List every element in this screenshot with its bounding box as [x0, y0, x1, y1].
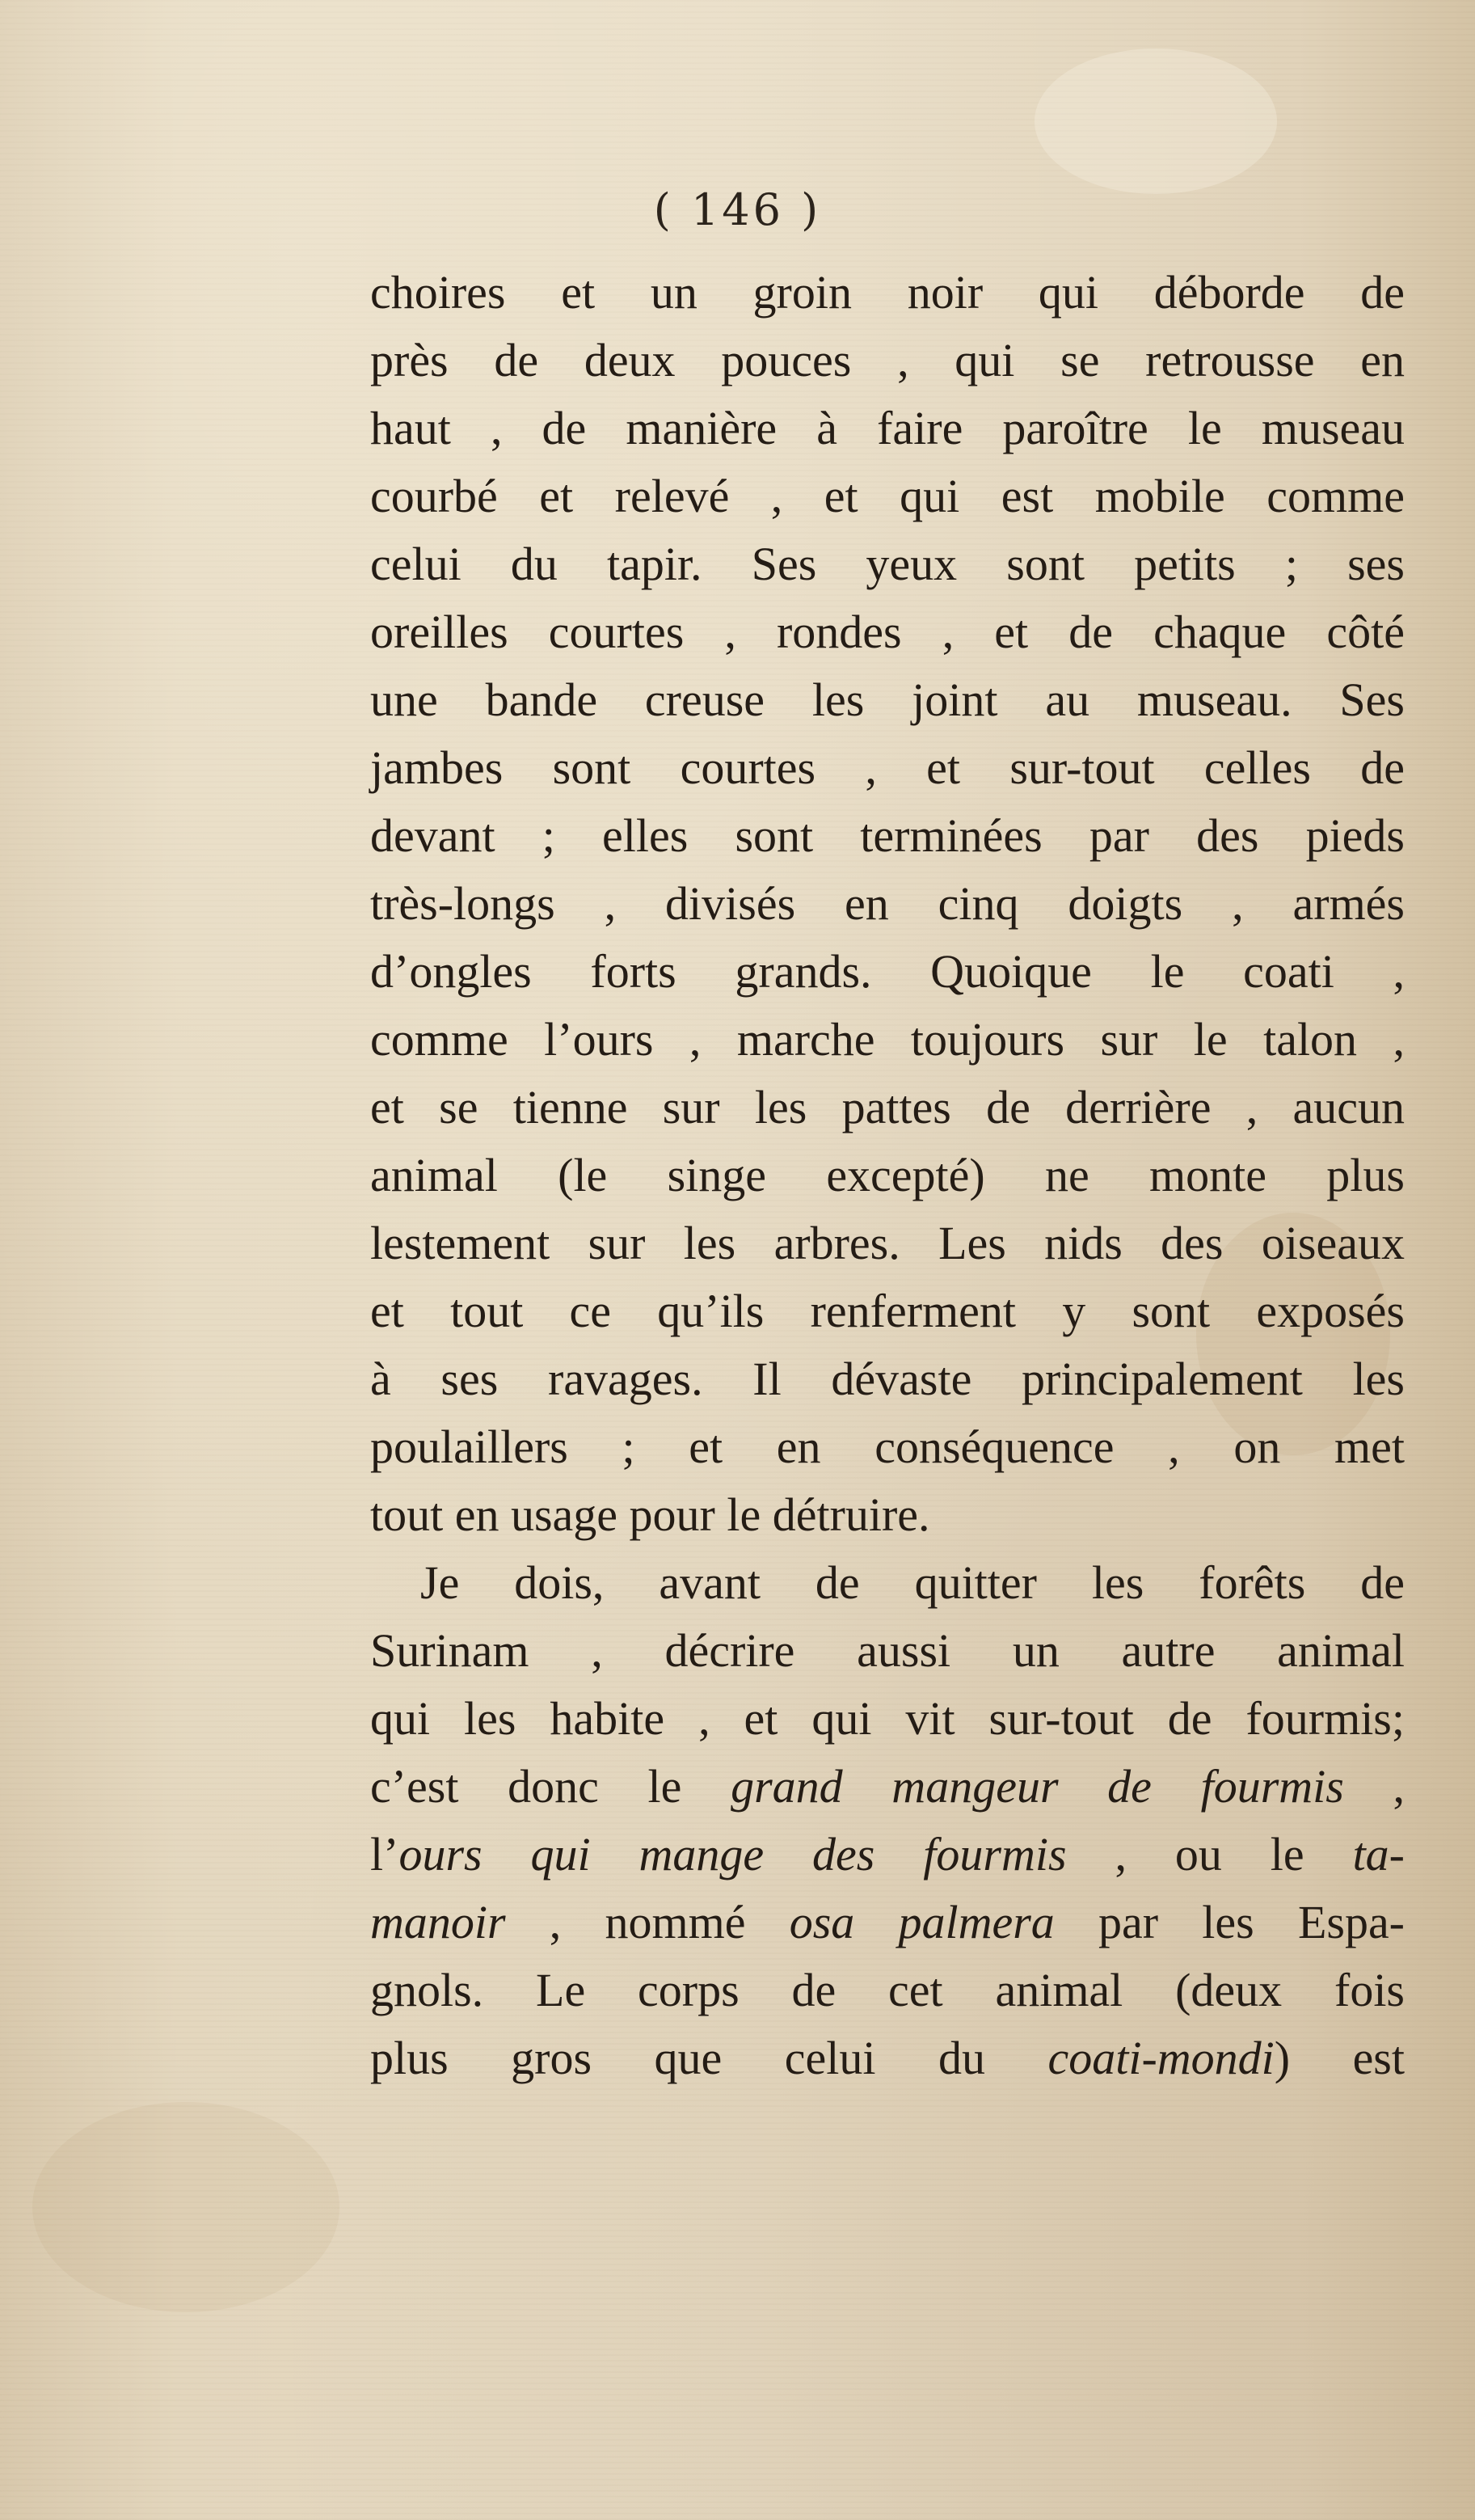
paper-stain	[1035, 49, 1277, 194]
text-line	[370, 1821, 1405, 1889]
text-line: haut , de manière à faire paroître le museau	[370, 402, 1405, 454]
italic-term: osa palmera	[789, 1896, 1055, 1948]
text-run: , ou le	[1066, 1828, 1353, 1881]
italic-term: manoir	[370, 1896, 506, 1948]
italic-term: coati-mondi	[1047, 2032, 1275, 2084]
italic-term: ta-	[1352, 1828, 1405, 1881]
text-line: courbé et relevé , et qui est mobile comme	[370, 470, 1405, 522]
text-run: c’est donc le	[370, 1760, 731, 1813]
text-line: tout en usage pour le détruire.	[370, 1488, 930, 1541]
paragraph-1	[370, 259, 1405, 1549]
text-run: par les Espa-	[1054, 1896, 1405, 1948]
paragraph-2	[370, 1549, 1405, 2092]
text-line: d’ongles forts grands. Quoique le coati ,	[370, 945, 1405, 998]
text-line: à ses ravages. Il dévaste principalement les	[370, 1353, 1405, 1405]
text-line: gnols. Le corps de cet animal (deux fois	[370, 1964, 1405, 2016]
text-line	[370, 1889, 1405, 1956]
paper-stain	[32, 2102, 339, 2312]
text-line: comme l’ours , marche toujours sur le talon ,	[370, 1013, 1405, 1066]
text-line	[370, 1753, 1405, 1821]
text-line: qui les habite , et qui vit sur-tout de fourmis;	[370, 1692, 1405, 1745]
text-run: , nommé	[505, 1896, 790, 1948]
text-line: et tout ce qu’ils renferment y sont exposés	[370, 1285, 1405, 1337]
text-line: Je dois, avant de quitter les forêts de	[420, 1556, 1405, 1609]
text-line: poulaillers ; et en conséquence , on met	[370, 1420, 1405, 1473]
text-line: choires et un groin noir qui déborde de	[370, 266, 1405, 319]
page-number: ( 146 )	[653, 184, 822, 235]
text-line: oreilles courtes , rondes , et de chaque côté	[370, 606, 1405, 658]
text-line	[370, 2024, 1405, 2092]
text-run: l’	[370, 1828, 399, 1881]
text-run: ) est	[1274, 2032, 1405, 2084]
italic-term: grand mangeur de fourmis	[731, 1760, 1344, 1813]
text-line: celui du tapir. Ses yeux sont petits ; ses	[370, 538, 1405, 590]
text-line: et se tienne sur les pattes de derrière , aucun	[370, 1081, 1405, 1133]
text-line: animal (le singe excepté) ne monte plus	[370, 1149, 1405, 1201]
text-run: plus gros que celui du	[370, 2032, 1048, 2084]
text-line: Surinam , décrire aussi un autre animal	[370, 1624, 1405, 1677]
text-line: très-longs , divisés en cinq doigts , armés	[370, 877, 1405, 930]
text-run: ,	[1343, 1760, 1405, 1813]
text-line: lestement sur les arbres. Les nids des oiseaux	[370, 1217, 1405, 1269]
text-line: près de deux pouces , qui se retrousse en	[370, 334, 1405, 386]
text-line: jambes sont courtes , et sur-tout celles de	[370, 741, 1405, 794]
text-line: devant ; elles sont terminées par des pieds	[370, 809, 1405, 862]
italic-term: ours qui mange des fourmis	[398, 1828, 1067, 1881]
body-text	[370, 259, 1405, 2092]
text-line: une bande creuse les joint au museau. Ses	[370, 673, 1405, 726]
